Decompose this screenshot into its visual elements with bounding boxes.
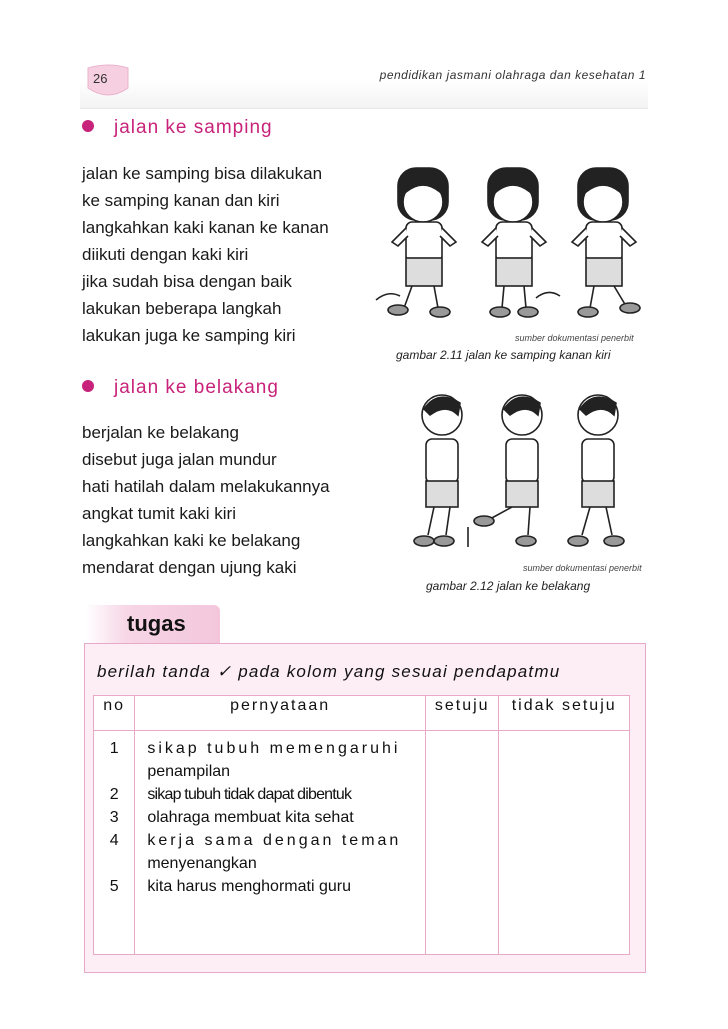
bullet-icon [82,120,94,132]
row-number: 1 [109,740,119,757]
column-header-no: no [94,696,135,731]
figure-credit: sumber dokumentasi penerbit [523,563,642,573]
figure-credit: sumber dokumentasi penerbit [515,333,634,343]
page-number-tab [84,62,132,100]
girl-figure-3 [572,168,640,317]
disagree-checkbox-cell[interactable] [499,731,630,955]
statement-line: penampilan [147,763,231,780]
text-line: hati hatilah dalam melakukannya [82,477,330,496]
row-number: 2 [109,786,119,803]
opinion-table [93,695,630,955]
walk-backward-illustration [402,385,642,557]
text-line: jalan ke samping bisa dilakukan [82,164,323,183]
task-instruction: berilah tanda ✓ pada kolom yang sesuai pendapatmu [97,662,561,681]
text-line: ke samping kanan dan kiri [82,191,280,210]
table-body-row [94,731,630,955]
text-line: berjalan ke belakang [82,423,239,442]
text-line: diikuti dengan kaki kiri [82,245,249,264]
boy-figure-3 [568,395,624,546]
section-heading-text: jalan ke samping [114,117,273,138]
statement-line: olahraga membuat kita sehat [147,809,354,826]
text-line: jika sudah bisa dengan baik [82,272,292,291]
side-walk-illustration [368,158,650,330]
boy-figure-1 [414,395,462,546]
text-line: angkat tumit kaki kiri [82,504,236,523]
section-heading-side-walk [82,117,273,139]
column-header-agree: setuju [426,696,499,731]
text-line: lakukan beberapa langkah [82,299,282,318]
statement-line: kita harus menghormati guru [147,878,351,895]
side-walk-text [82,160,329,349]
row-number: 3 [109,809,119,826]
row-number: 5 [109,878,119,895]
text-line: langkahkan kaki ke belakang [82,531,301,550]
page-number: 26 [93,71,108,86]
section-heading-walk-backward [82,377,279,399]
text-line: disebut juga jalan mundur [82,450,277,469]
column-header-disagree: tidak setuju [499,696,630,731]
header-band [80,80,648,109]
statement-line: menyenangkan [147,855,257,872]
statement-line: sikap tubuh tidak dapat dibentuk [147,786,352,803]
section-heading-text: jalan ke belakang [114,377,279,398]
girl-figure-2 [482,168,546,317]
text-line: langkahkan kaki kanan ke kanan [82,218,329,237]
task-title: tugas [127,611,186,636]
statement-line: kerja sama dengan teman [147,832,402,849]
text-line: mendarat dengan ujung kaki [82,558,297,577]
agree-checkbox-cell[interactable] [426,731,499,955]
figure-caption: gambar 2.12 jalan ke belakang [426,579,591,593]
table-header-row [94,696,630,731]
boy-figure-2 [474,395,542,546]
statement-cell [135,731,426,955]
statement-line: sikap tubuh memengaruhi [147,740,401,757]
bullet-icon [82,380,94,392]
book-title: pendidikan jasmani olahraga dan kesehatan 1 [379,68,646,82]
walk-backward-text [82,419,330,581]
figure-caption: gambar 2.11 jalan ke samping kanan kiri [396,348,611,362]
column-header-statement: pernyataan [135,696,426,731]
row-number: 4 [109,832,119,849]
number-cell [94,731,135,955]
text-line: lakukan juga ke samping kiri [82,326,296,345]
